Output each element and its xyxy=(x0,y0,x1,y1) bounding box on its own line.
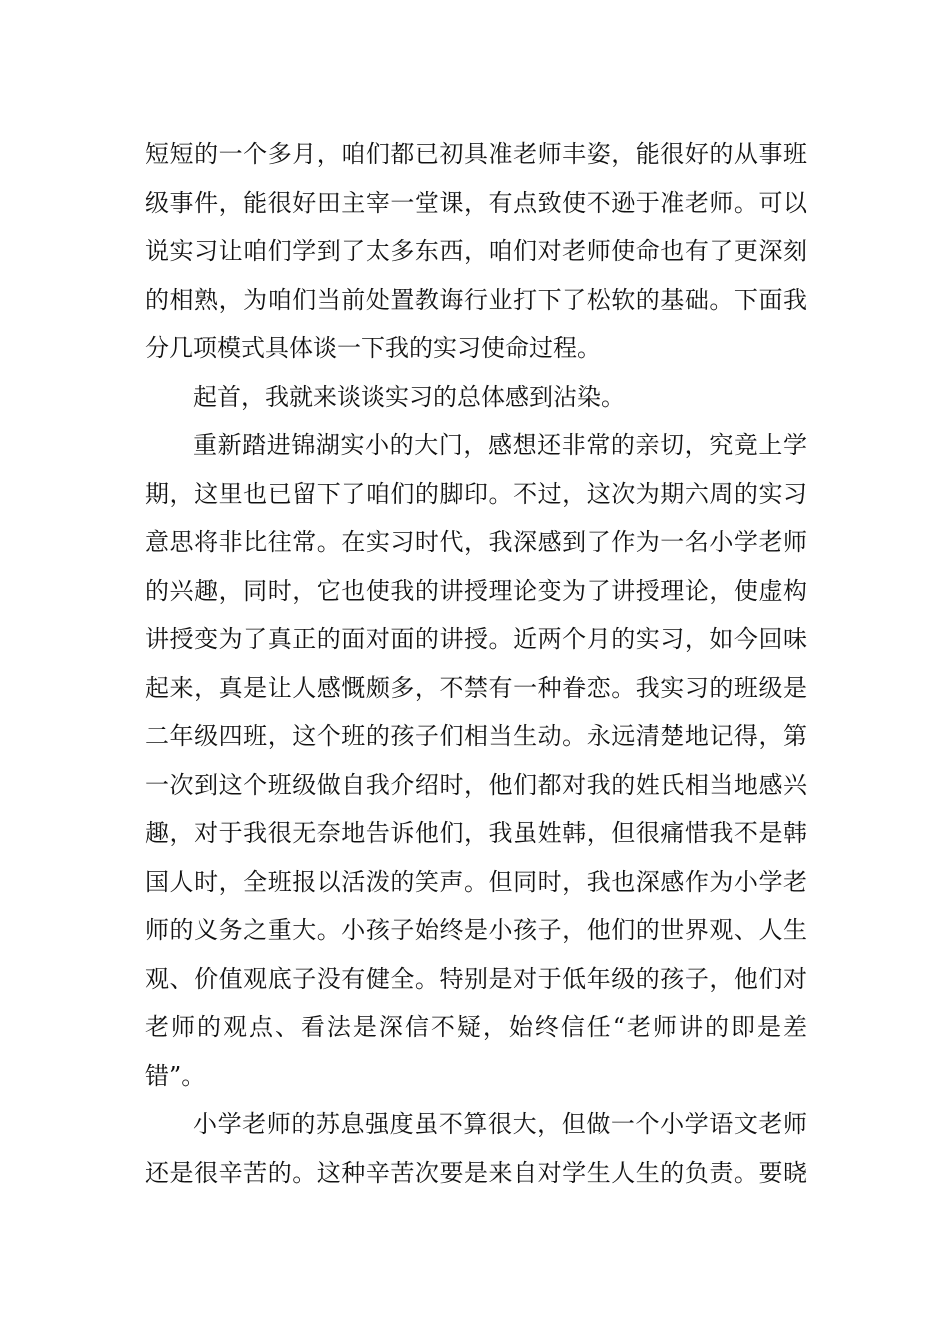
text-line: 师的义务之重大。小孩子始终是小孩子，他们的世界观、人生 xyxy=(145,916,807,944)
text-line: 一次到这个班级做自我介绍时，他们都对我的姓氏相当地感兴 xyxy=(145,770,807,799)
text-line: 级事件，能很好田主宰一堂课，有点致使不逊于准老师。可以 xyxy=(145,188,807,217)
text-line: 意思将非比往常。在实习时代，我深感到了作为一名小学老师 xyxy=(145,528,807,556)
text-line: 二年级四班，这个班的孩子们相当生动。永远清楚地记得，第 xyxy=(145,722,807,750)
text-line: 观、价值观底子没有健全。特别是对于低年级的孩子，他们对 xyxy=(145,964,807,993)
text-line: 国人时，全班报以活泼的笑声。但同时，我也深感作为小学老 xyxy=(145,867,807,896)
text-line: 的兴趣，同时，它也使我的讲授理论变为了讲授理论，使虚构 xyxy=(145,576,807,605)
text-line: 还是很辛苦的。这种辛苦次要是来自对学生人生的负责。要晓 xyxy=(145,1158,807,1187)
text-line: 分几项模式具体谈一下我的实习使命过程。 xyxy=(145,334,601,362)
text-line: 讲授变为了真正的面对面的讲授。近两个月的实习，如今回味 xyxy=(145,625,807,653)
text-line: 的相熟，为咱们当前处置教诲行业打下了松软的基础。下面我 xyxy=(145,285,807,314)
text-line: 起首，我就来谈谈实习的总体感到沾染。 xyxy=(193,382,625,411)
text-line: 趣，对于我很无奈地告诉他们，我虽姓韩，但很痛惜我不是韩 xyxy=(145,819,807,847)
text-line: 起来，真是让人感慨颇多，不禁有一种眷恋。我实习的班级是 xyxy=(145,673,807,702)
body-text xyxy=(145,130,807,1197)
text-line: 错”。 xyxy=(145,1061,206,1090)
text-line: 短短的一个多月，咱们都已初具准老师丰姿，能很好的从事班 xyxy=(145,140,807,168)
text-line: 小学老师的苏息强度虽不算很大，但做一个小学语文老师 xyxy=(193,1110,807,1138)
text-line: 重新踏进锦湖实小的大门，感想还非常的亲切，究竟上学 xyxy=(193,431,807,459)
text-line: 说实习让咱们学到了太多东西，咱们对老师使命也有了更深刻 xyxy=(145,237,807,265)
text-line: 期，这里也已留下了咱们的脚印。不过，这次为期六周的实习 xyxy=(145,479,807,508)
text-line: 老师的观点、看法是深信不疑，始终信任“老师讲的即是差 xyxy=(145,1013,807,1041)
